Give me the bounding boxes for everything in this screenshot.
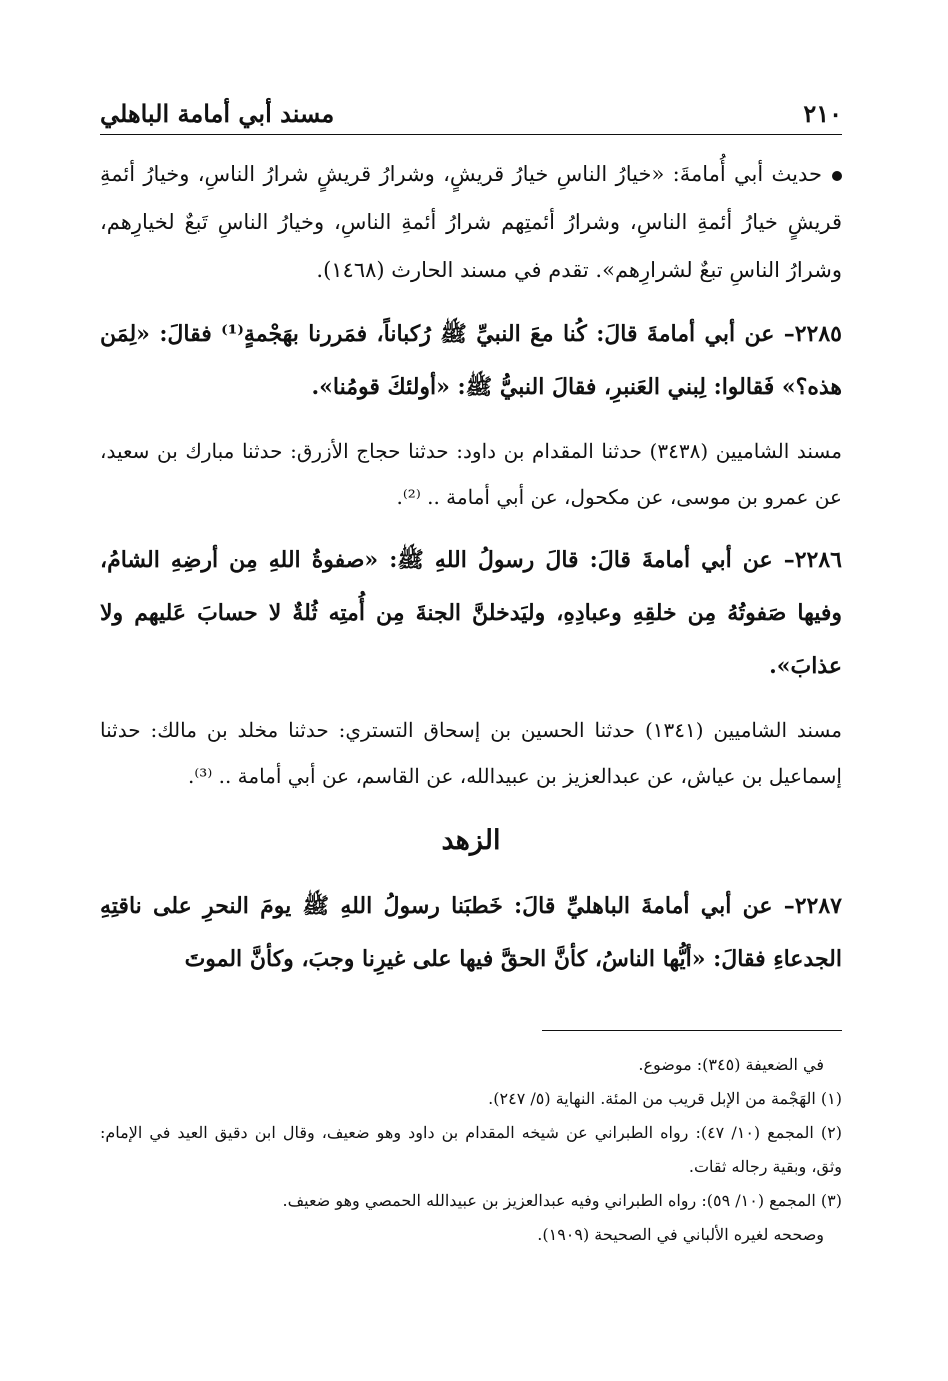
page-number: ٢١٠ (803, 99, 842, 128)
main-text (100, 150, 842, 1000)
running-header (100, 86, 842, 135)
section-heading: الزهد (441, 825, 501, 856)
intro-hadith-text: حديث أبي أُمامةَ: «خيارُ الناسِ خيارُ قريشٍ، وشرارُ قريشٍ شرارُ الناسِ، وخيارُ أئمةِ قريشٍ خيارُ أئمةِ الناسِ، وشرارُ أئمتِهم شرارُ أئمةِ الناسِ، وخيارُ الناسِ تَبعٌ لخيارِهم، وشرارُ الناسِ تبعٌ لشرارِهم». تقدم في مسند الحارث (١٤٦٨). (100, 162, 842, 282)
footnote-3: (٣) المجمع (١٠/ ٥٩): رواه الطبراني وفيه عبدالعزيز بن عبيدالله الحمصي وهو ضعيف. (282, 1191, 842, 1210)
hadith-2285: ٢٢٨٥– عن أبي أمامةَ قالَ: كُنا معَ النبيِّ ﷺ رُكباناً، فمَررنا بهَجْمةٍ⁽¹⁾ فقالَ: «لِمَن هذه؟» فَقالوا: لِبني العَنبرِ، فقالَ النبيُّ ﷺ: «أولئكَ قومُنا». (100, 321, 842, 400)
footnotes (100, 1048, 842, 1252)
bullet-icon (832, 171, 842, 181)
header-title: مسند أبي أمامة الباهلي (100, 99, 335, 128)
footnote-3-continuation: وصححه لغيره الألباني في الصحيحة (١٩٠٩). (537, 1225, 824, 1244)
footnote-2: (٢) المجمع (١٠/ ٤٧): رواه الطبراني عن شيخه المقدام بن داود وهو ضعيف، وقال ابن دقيق العيد في الإمام: وثق، وبقية رجاله ثقات. (100, 1123, 842, 1176)
footnote-divider (542, 1030, 842, 1031)
source-2285: مسند الشاميين (٣٤٣٨) حدثنا المقدام بن داود: حدثنا حجاج الأزرق: حدثنا مبارك بن سعيد، عن عمرو بن موسى، عن مكحول، عن أبي أمامة .. ⁽²⁾. (100, 439, 842, 509)
footnote-carryover: في الضعيفة (٣٤٥): موضوع. (638, 1055, 824, 1074)
footnote-1: (١) الهَجْمة من الإبل قريب من المئة. النهاية (٥/ ٢٤٧). (488, 1089, 842, 1108)
hadith-2286: ٢٢٨٦– عن أبي أمامةَ قالَ: قالَ رسولُ اللهِ ﷺ: «صفوةُ اللهِ مِن أرضِهِ الشامُ، وفيها صَفوتُهُ مِن خلقِهِ وعبادِهِ، وليَدخلنَّ الجنةَ مِن أُمتِه ثُلةٌ لا حسابَ عَليهم ولا عذابَ». (100, 547, 842, 679)
hadith-2287: ٢٢٨٧– عن أبي أمامةَ الباهليِّ قالَ: خَطبَنا رسولُ اللهِ ﷺ يومَ النحرِ على ناقتِهِ الجدعاءِ فقالَ: «أيُّها الناسُ، كأنَّ الحقَّ فيها على غيرِنا وجبَ، وكأنَّ الموتَ (100, 893, 842, 972)
intro-hadith-paragraph (100, 150, 842, 294)
source-2286: مسند الشاميين (١٣٤١) حدثنا الحسين بن إسحاق التستري: حدثنا مخلد بن مالك: حدثنا إسماعيل بن عياش، عن عبدالعزيز بن عبيدالله، عن القاسم، عن أبي أمامة .. ⁽³⁾. (100, 718, 842, 788)
